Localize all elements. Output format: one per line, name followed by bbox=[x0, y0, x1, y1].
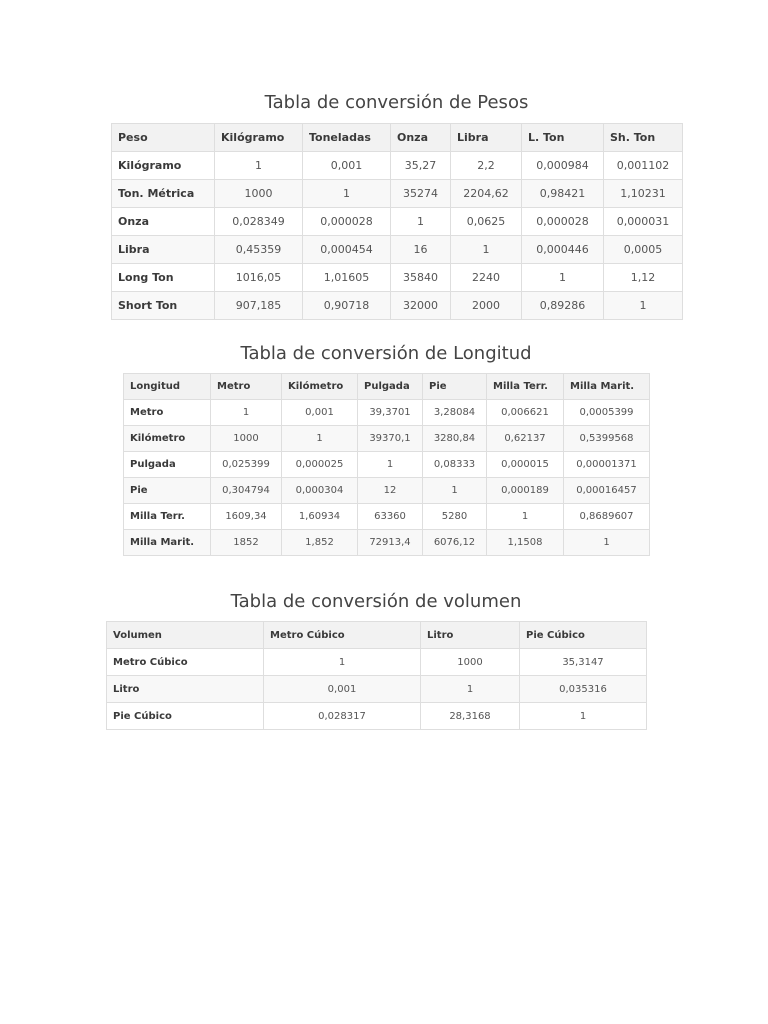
table-row bbox=[124, 452, 650, 478]
table-cell: 0,001102 bbox=[604, 152, 683, 180]
table-cell: 1 bbox=[215, 152, 303, 180]
table-cell: 1609,34 bbox=[211, 504, 282, 530]
table-cell: 12 bbox=[358, 478, 423, 504]
table-cell: 0,000984 bbox=[522, 152, 604, 180]
table-cell: 1 bbox=[391, 208, 451, 236]
table-cell: 1 bbox=[421, 676, 520, 703]
table-row bbox=[112, 292, 683, 320]
table-cell: 1000 bbox=[211, 426, 282, 452]
table-cell: 0,000031 bbox=[604, 208, 683, 236]
table-cell: 0,89286 bbox=[522, 292, 604, 320]
table-cell: 1000 bbox=[421, 649, 520, 676]
column-header: Longitud bbox=[124, 374, 211, 400]
column-header: Kilómetro bbox=[282, 374, 358, 400]
table-cell: 907,185 bbox=[215, 292, 303, 320]
table-cell: 1 bbox=[423, 478, 487, 504]
column-header: Peso bbox=[112, 124, 215, 152]
table-cell: 0,006621 bbox=[487, 400, 564, 426]
table-cell: 1,60934 bbox=[282, 504, 358, 530]
table-cell: 2240 bbox=[451, 264, 522, 292]
table-cell: 6076,12 bbox=[423, 530, 487, 556]
column-header: Milla Marit. bbox=[564, 374, 650, 400]
table-cell: 1 bbox=[451, 236, 522, 264]
table-row bbox=[124, 504, 650, 530]
table-cell: 1 bbox=[264, 649, 421, 676]
table-cell: 0,001 bbox=[303, 152, 391, 180]
table-header-row bbox=[124, 374, 650, 400]
row-label: Litro bbox=[107, 676, 264, 703]
table-cell: 1 bbox=[522, 264, 604, 292]
table-row bbox=[107, 649, 647, 676]
table-cell: 1016,05 bbox=[215, 264, 303, 292]
table-cell: 0,000028 bbox=[522, 208, 604, 236]
table-cell: 1 bbox=[358, 452, 423, 478]
table-cell: 0,028317 bbox=[264, 703, 421, 730]
table-row bbox=[107, 703, 647, 730]
table-cell: 0,8689607 bbox=[564, 504, 650, 530]
row-label: Onza bbox=[112, 208, 215, 236]
row-label: Milla Terr. bbox=[124, 504, 211, 530]
table-cell: 39370,1 bbox=[358, 426, 423, 452]
table-cell: 35840 bbox=[391, 264, 451, 292]
table-cell: 1,01605 bbox=[303, 264, 391, 292]
column-header: Sh. Ton bbox=[604, 124, 683, 152]
table-cell: 32000 bbox=[391, 292, 451, 320]
column-header: Metro bbox=[211, 374, 282, 400]
table-cell: 0,000025 bbox=[282, 452, 358, 478]
length-conversion-table bbox=[123, 373, 650, 556]
table-cell: 0,001 bbox=[264, 676, 421, 703]
table-cell: 28,3168 bbox=[421, 703, 520, 730]
table-cell: 2,2 bbox=[451, 152, 522, 180]
table-cell: 1 bbox=[564, 530, 650, 556]
volume-table-title: Tabla de conversión de volumen bbox=[230, 591, 522, 612]
table-cell: 0,000015 bbox=[487, 452, 564, 478]
table-header-row bbox=[112, 124, 683, 152]
table-cell: 0,025399 bbox=[211, 452, 282, 478]
table-cell: 1000 bbox=[215, 180, 303, 208]
column-header: Pie Cúbico bbox=[520, 622, 647, 649]
table-cell: 1 bbox=[211, 400, 282, 426]
table-cell: 0,000304 bbox=[282, 478, 358, 504]
table-row bbox=[112, 180, 683, 208]
table-cell: 1,12 bbox=[604, 264, 683, 292]
table-cell: 0,90718 bbox=[303, 292, 391, 320]
table-cell: 1,852 bbox=[282, 530, 358, 556]
table-row bbox=[124, 530, 650, 556]
table-cell: 0,45359 bbox=[215, 236, 303, 264]
length-conversion-section bbox=[123, 343, 649, 556]
row-label: Kilógramo bbox=[112, 152, 215, 180]
row-label: Kilómetro bbox=[124, 426, 211, 452]
table-row bbox=[124, 426, 650, 452]
row-label: Short Ton bbox=[112, 292, 215, 320]
table-cell: 63360 bbox=[358, 504, 423, 530]
table-cell: 35,27 bbox=[391, 152, 451, 180]
table-cell: 1 bbox=[604, 292, 683, 320]
table-row bbox=[124, 478, 650, 504]
table-cell: 72913,4 bbox=[358, 530, 423, 556]
table-row bbox=[124, 400, 650, 426]
table-cell: 0,0005 bbox=[604, 236, 683, 264]
row-label: Pie Cúbico bbox=[107, 703, 264, 730]
table-cell: 2204,62 bbox=[451, 180, 522, 208]
table-cell: 1 bbox=[487, 504, 564, 530]
table-cell: 0,62137 bbox=[487, 426, 564, 452]
table-cell: 0,00016457 bbox=[564, 478, 650, 504]
table-row bbox=[112, 264, 683, 292]
table-cell: 35274 bbox=[391, 180, 451, 208]
table-cell: 39,3701 bbox=[358, 400, 423, 426]
table-cell: 0,000189 bbox=[487, 478, 564, 504]
volume-conversion-table bbox=[106, 621, 647, 730]
table-cell: 0,98421 bbox=[522, 180, 604, 208]
column-header: Litro bbox=[421, 622, 520, 649]
row-label: Metro Cúbico bbox=[107, 649, 264, 676]
table-cell: 0,0625 bbox=[451, 208, 522, 236]
column-header: Metro Cúbico bbox=[264, 622, 421, 649]
table-cell: 1 bbox=[282, 426, 358, 452]
table-cell: 0,035316 bbox=[520, 676, 647, 703]
table-cell: 1 bbox=[303, 180, 391, 208]
table-cell: 1 bbox=[520, 703, 647, 730]
column-header: Toneladas bbox=[303, 124, 391, 152]
row-label: Libra bbox=[112, 236, 215, 264]
row-label: Metro bbox=[124, 400, 211, 426]
weight-table-title: Tabla de conversión de Pesos bbox=[264, 92, 529, 113]
table-cell: 0,304794 bbox=[211, 478, 282, 504]
table-cell: 0,00001371 bbox=[564, 452, 650, 478]
table-cell: 5280 bbox=[423, 504, 487, 530]
column-header: Kilógramo bbox=[215, 124, 303, 152]
column-header: L. Ton bbox=[522, 124, 604, 152]
table-row bbox=[112, 152, 683, 180]
column-header: Libra bbox=[451, 124, 522, 152]
weight-conversion-section bbox=[111, 92, 682, 320]
table-cell: 0,028349 bbox=[215, 208, 303, 236]
table-cell: 0,000028 bbox=[303, 208, 391, 236]
table-cell: 2000 bbox=[451, 292, 522, 320]
row-label: Pulgada bbox=[124, 452, 211, 478]
table-cell: 16 bbox=[391, 236, 451, 264]
table-header-row bbox=[107, 622, 647, 649]
column-header: Pie bbox=[423, 374, 487, 400]
column-header: Onza bbox=[391, 124, 451, 152]
table-cell: 1852 bbox=[211, 530, 282, 556]
table-cell: 0,001 bbox=[282, 400, 358, 426]
table-cell: 3280,84 bbox=[423, 426, 487, 452]
volume-conversion-section bbox=[106, 591, 646, 730]
row-label: Pie bbox=[124, 478, 211, 504]
row-label: Milla Marit. bbox=[124, 530, 211, 556]
table-cell: 1,1508 bbox=[487, 530, 564, 556]
table-cell: 0,000446 bbox=[522, 236, 604, 264]
table-cell: 3,28084 bbox=[423, 400, 487, 426]
row-label: Long Ton bbox=[112, 264, 215, 292]
table-cell: 0,5399568 bbox=[564, 426, 650, 452]
table-row bbox=[112, 236, 683, 264]
table-cell: 1,10231 bbox=[604, 180, 683, 208]
table-cell: 0,08333 bbox=[423, 452, 487, 478]
table-cell: 0,0005399 bbox=[564, 400, 650, 426]
column-header: Milla Terr. bbox=[487, 374, 564, 400]
weight-conversion-table bbox=[111, 123, 683, 320]
table-cell: 0,000454 bbox=[303, 236, 391, 264]
column-header: Pulgada bbox=[358, 374, 423, 400]
column-header: Volumen bbox=[107, 622, 264, 649]
table-row bbox=[107, 676, 647, 703]
table-cell: 35,3147 bbox=[520, 649, 647, 676]
table-row bbox=[112, 208, 683, 236]
row-label: Ton. Métrica bbox=[112, 180, 215, 208]
length-table-title: Tabla de conversión de Longitud bbox=[240, 343, 532, 364]
